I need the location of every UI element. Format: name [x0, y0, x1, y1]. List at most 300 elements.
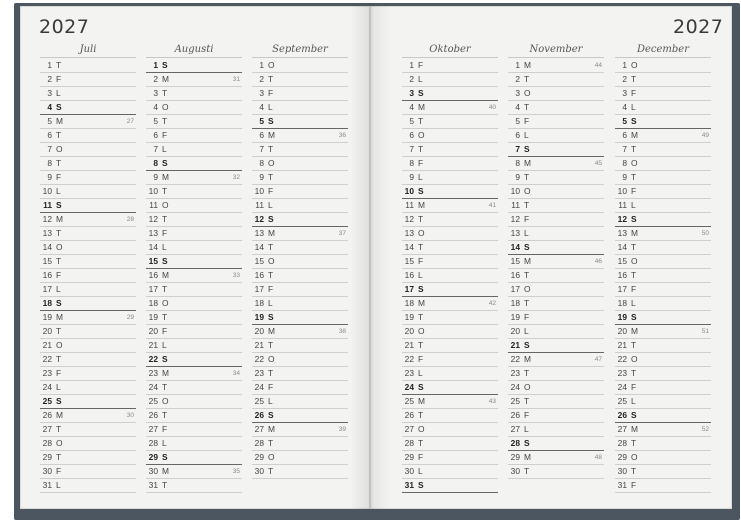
- day-row[interactable]: [508, 115, 604, 129]
- day-row[interactable]: [402, 255, 498, 269]
- day-row[interactable]: [508, 227, 604, 241]
- day-row[interactable]: [615, 213, 711, 227]
- day-row[interactable]: [252, 451, 348, 465]
- day-row[interactable]: [508, 353, 604, 367]
- day-number: 16: [148, 270, 158, 280]
- weekday-letter: O: [56, 340, 63, 350]
- week-number: 39: [338, 426, 346, 433]
- day-number: 1: [153, 60, 158, 70]
- day-row[interactable]: [508, 367, 604, 381]
- day-number: 12: [510, 214, 520, 224]
- day-row[interactable]: [615, 115, 711, 129]
- day-row[interactable]: [40, 269, 136, 283]
- day-number: 15: [42, 256, 52, 266]
- day-row[interactable]: [146, 395, 242, 409]
- day-number: 1: [515, 60, 520, 70]
- weekday-letter: O: [524, 284, 531, 294]
- day-row[interactable]: [508, 465, 604, 479]
- day-row[interactable]: [252, 87, 348, 101]
- day-row[interactable]: [40, 73, 136, 87]
- day-row[interactable]: [508, 283, 604, 297]
- day-row[interactable]: [40, 241, 136, 255]
- day-row[interactable]: [40, 353, 136, 367]
- day-row[interactable]: [40, 59, 136, 73]
- day-row[interactable]: [146, 451, 242, 465]
- day-number: 30: [510, 466, 520, 476]
- day-row[interactable]: [146, 227, 242, 241]
- day-row[interactable]: [508, 171, 604, 185]
- day-row[interactable]: [402, 185, 498, 199]
- day-row[interactable]: [615, 409, 711, 423]
- day-row[interactable]: [402, 395, 498, 409]
- day-row[interactable]: [252, 59, 348, 73]
- day-row[interactable]: [508, 325, 604, 339]
- day-number: 3: [515, 88, 520, 98]
- weekday-letter: T: [524, 466, 530, 476]
- month-name: Juli: [40, 44, 136, 58]
- day-row[interactable]: [40, 479, 136, 493]
- week-number: 51: [701, 328, 709, 335]
- weekday-letter: M: [56, 214, 63, 224]
- weekday-letter: S: [56, 396, 62, 406]
- day-number: 20: [42, 326, 52, 336]
- day-row[interactable]: [508, 381, 604, 395]
- day-row[interactable]: [146, 339, 242, 353]
- day-row[interactable]: [252, 115, 348, 129]
- day-row[interactable]: [252, 199, 348, 213]
- day-number: 11: [618, 200, 627, 210]
- day-number: 22: [404, 354, 414, 364]
- day-row[interactable]: [252, 311, 348, 325]
- day-number: 21: [42, 340, 52, 350]
- day-row[interactable]: [252, 129, 348, 143]
- day-row[interactable]: [508, 311, 604, 325]
- day-number: 26: [404, 410, 414, 420]
- day-row[interactable]: [508, 297, 604, 311]
- day-row[interactable]: [402, 311, 498, 325]
- day-row[interactable]: [252, 143, 348, 157]
- day-number: 29: [404, 452, 414, 462]
- weekday-letter: F: [418, 158, 424, 168]
- day-row[interactable]: [615, 73, 711, 87]
- weekday-letter: T: [418, 116, 424, 126]
- day-row[interactable]: [146, 325, 242, 339]
- day-row[interactable]: [402, 479, 498, 493]
- day-row[interactable]: [402, 325, 498, 339]
- day-row[interactable]: [146, 353, 242, 367]
- weekday-letter: T: [162, 312, 168, 322]
- day-row[interactable]: [615, 283, 711, 297]
- day-number: 20: [510, 326, 520, 336]
- day-row[interactable]: [615, 157, 711, 171]
- day-row[interactable]: [146, 409, 242, 423]
- day-row[interactable]: [252, 381, 348, 395]
- year-right: 2027: [673, 16, 724, 38]
- day-number: 17: [404, 284, 414, 294]
- weekday-letter: T: [418, 312, 424, 322]
- day-row[interactable]: [146, 465, 242, 479]
- day-row[interactable]: [252, 437, 348, 451]
- day-row[interactable]: [146, 437, 242, 451]
- day-number: 8: [47, 158, 52, 168]
- day-row[interactable]: [615, 143, 711, 157]
- day-row[interactable]: [615, 423, 711, 437]
- day-row[interactable]: [615, 199, 711, 213]
- weekday-letter: L: [524, 130, 529, 140]
- week-number: 47: [594, 356, 602, 363]
- day-row[interactable]: [402, 367, 498, 381]
- day-row[interactable]: [146, 367, 242, 381]
- day-row[interactable]: [40, 423, 136, 437]
- day-row[interactable]: [252, 269, 348, 283]
- day-number: 7: [259, 144, 264, 154]
- day-row[interactable]: [402, 227, 498, 241]
- day-row[interactable]: [40, 283, 136, 297]
- day-row[interactable]: [40, 199, 136, 213]
- day-row[interactable]: [402, 59, 498, 73]
- day-number: 26: [510, 410, 520, 420]
- weekday-letter: S: [631, 312, 637, 322]
- weekday-letter: S: [268, 312, 274, 322]
- day-row[interactable]: [615, 437, 711, 451]
- day-row[interactable]: [615, 353, 711, 367]
- day-row[interactable]: [40, 451, 136, 465]
- day-row[interactable]: [252, 283, 348, 297]
- day-row[interactable]: [146, 87, 242, 101]
- day-row[interactable]: [508, 255, 604, 269]
- day-row[interactable]: [40, 465, 136, 479]
- day-row[interactable]: [402, 339, 498, 353]
- day-row[interactable]: [252, 185, 348, 199]
- day-number: 14: [617, 242, 627, 252]
- day-row[interactable]: [508, 73, 604, 87]
- day-row[interactable]: [146, 269, 242, 283]
- day-row[interactable]: [252, 423, 348, 437]
- day-row[interactable]: [146, 199, 242, 213]
- day-row[interactable]: [402, 143, 498, 157]
- day-row[interactable]: [402, 213, 498, 227]
- day-number: 6: [515, 130, 520, 140]
- day-row[interactable]: [402, 199, 498, 213]
- day-number: 14: [42, 242, 52, 252]
- day-number: 18: [148, 298, 158, 308]
- weekday-letter: T: [56, 256, 62, 266]
- day-row[interactable]: [146, 479, 242, 493]
- day-number: 4: [47, 102, 52, 112]
- week-number: 38: [338, 328, 346, 335]
- day-row[interactable]: [508, 339, 604, 353]
- day-row[interactable]: [252, 367, 348, 381]
- week-number: 40: [488, 104, 496, 111]
- day-row[interactable]: [615, 101, 711, 115]
- day-number: 8: [515, 158, 520, 168]
- day-row[interactable]: [252, 297, 348, 311]
- day-row[interactable]: [402, 451, 498, 465]
- day-row[interactable]: [252, 395, 348, 409]
- day-number: 6: [259, 130, 264, 140]
- day-row[interactable]: [615, 185, 711, 199]
- day-row[interactable]: [615, 241, 711, 255]
- day-row[interactable]: [402, 465, 498, 479]
- weekday-letter: M: [418, 200, 425, 210]
- day-number: 20: [254, 326, 264, 336]
- day-row[interactable]: [402, 437, 498, 451]
- day-row[interactable]: [508, 185, 604, 199]
- day-row[interactable]: [146, 73, 242, 87]
- day-row[interactable]: [146, 241, 242, 255]
- day-row[interactable]: [508, 269, 604, 283]
- weekday-letter: O: [56, 242, 63, 252]
- day-row[interactable]: [146, 283, 242, 297]
- month-name: September: [252, 44, 348, 58]
- weekday-letter: L: [524, 228, 529, 238]
- day-row[interactable]: [508, 423, 604, 437]
- day-row[interactable]: [252, 241, 348, 255]
- day-row[interactable]: [402, 87, 498, 101]
- day-row[interactable]: [146, 115, 242, 129]
- weekday-letter: T: [418, 410, 424, 420]
- day-number: 19: [617, 312, 627, 322]
- day-row[interactable]: [146, 129, 242, 143]
- day-row[interactable]: [252, 353, 348, 367]
- day-number: 31: [404, 480, 414, 490]
- day-row[interactable]: [40, 339, 136, 353]
- weekday-letter: L: [162, 242, 167, 252]
- day-number: 16: [254, 270, 264, 280]
- day-row[interactable]: [508, 129, 604, 143]
- day-number: 25: [510, 396, 520, 406]
- day-row[interactable]: [402, 157, 498, 171]
- weekday-letter: M: [162, 270, 169, 280]
- weekday-letter: O: [631, 256, 638, 266]
- day-number: 5: [259, 116, 264, 126]
- day-row[interactable]: [402, 283, 498, 297]
- day-number: 23: [254, 368, 264, 378]
- day-number: 30: [148, 466, 158, 476]
- day-number: 6: [153, 130, 158, 140]
- day-row[interactable]: [146, 311, 242, 325]
- day-row[interactable]: [146, 171, 242, 185]
- day-row[interactable]: [402, 353, 498, 367]
- day-number: 27: [404, 424, 414, 434]
- day-row[interactable]: [40, 367, 136, 381]
- day-row[interactable]: [146, 213, 242, 227]
- weekday-letter: S: [418, 88, 424, 98]
- day-row[interactable]: [615, 465, 711, 479]
- week-number: 46: [594, 258, 602, 265]
- day-row[interactable]: [402, 269, 498, 283]
- day-row[interactable]: [508, 87, 604, 101]
- day-row[interactable]: [508, 395, 604, 409]
- weekday-letter: F: [418, 256, 424, 266]
- day-row[interactable]: [615, 227, 711, 241]
- day-row[interactable]: [252, 409, 348, 423]
- day-row[interactable]: [615, 129, 711, 143]
- day-row[interactable]: [146, 157, 242, 171]
- day-row[interactable]: [146, 381, 242, 395]
- day-row[interactable]: [508, 241, 604, 255]
- day-number: 17: [617, 284, 627, 294]
- day-row[interactable]: [252, 73, 348, 87]
- week-number: 45: [594, 160, 602, 167]
- day-row[interactable]: [402, 381, 498, 395]
- day-row[interactable]: [40, 171, 136, 185]
- day-row[interactable]: [508, 409, 604, 423]
- day-number: 30: [617, 466, 627, 476]
- day-row[interactable]: [40, 129, 136, 143]
- day-row[interactable]: [146, 59, 242, 73]
- day-row[interactable]: [252, 325, 348, 339]
- day-row[interactable]: [615, 451, 711, 465]
- day-row[interactable]: [615, 59, 711, 73]
- day-row[interactable]: [252, 227, 348, 241]
- weekday-letter: L: [268, 396, 273, 406]
- day-number: 28: [617, 438, 627, 448]
- day-row[interactable]: [252, 255, 348, 269]
- day-row[interactable]: [252, 339, 348, 353]
- day-row[interactable]: [402, 241, 498, 255]
- day-number: 14: [148, 242, 158, 252]
- day-row[interactable]: [615, 171, 711, 185]
- day-row[interactable]: [40, 297, 136, 311]
- weekday-letter: O: [268, 354, 275, 364]
- weekday-letter: M: [631, 326, 638, 336]
- day-row[interactable]: [615, 367, 711, 381]
- day-row[interactable]: [615, 339, 711, 353]
- weekday-letter: T: [268, 144, 274, 154]
- day-row[interactable]: [508, 143, 604, 157]
- weekday-letter: M: [631, 130, 638, 140]
- day-number: 10: [148, 186, 158, 196]
- day-row[interactable]: [615, 297, 711, 311]
- weekday-letter: T: [631, 466, 637, 476]
- weekday-letter: T: [524, 368, 530, 378]
- weekday-letter: S: [268, 410, 274, 420]
- day-row[interactable]: [615, 255, 711, 269]
- day-row[interactable]: [40, 227, 136, 241]
- weekday-letter: M: [162, 172, 169, 182]
- day-row[interactable]: [615, 311, 711, 325]
- day-row[interactable]: [40, 395, 136, 409]
- day-number: 10: [404, 186, 414, 196]
- weekday-letter: T: [418, 242, 424, 252]
- day-number: 2: [622, 74, 627, 84]
- day-row[interactable]: [402, 115, 498, 129]
- day-number: 4: [622, 102, 627, 112]
- day-row[interactable]: [252, 213, 348, 227]
- day-row[interactable]: [40, 157, 136, 171]
- day-row[interactable]: [40, 255, 136, 269]
- weekday-letter: F: [56, 466, 62, 476]
- day-row[interactable]: [508, 157, 604, 171]
- weekday-letter: O: [418, 130, 425, 140]
- day-row[interactable]: [40, 115, 136, 129]
- day-row[interactable]: [615, 381, 711, 395]
- day-number: 6: [47, 130, 52, 140]
- day-row[interactable]: [615, 395, 711, 409]
- day-row[interactable]: [146, 101, 242, 115]
- weekday-letter: T: [524, 172, 530, 182]
- weekday-letter: S: [631, 410, 637, 420]
- day-row[interactable]: [402, 297, 498, 311]
- day-number: 24: [404, 382, 414, 392]
- day-row[interactable]: [615, 87, 711, 101]
- day-row[interactable]: [146, 143, 242, 157]
- weekday-letter: T: [162, 214, 168, 224]
- day-row[interactable]: [252, 157, 348, 171]
- day-row[interactable]: [402, 129, 498, 143]
- day-row[interactable]: [508, 213, 604, 227]
- day-number: 30: [254, 466, 264, 476]
- weekday-letter: T: [524, 396, 530, 406]
- day-number: 10: [510, 186, 520, 196]
- weekday-letter: F: [418, 354, 424, 364]
- day-row[interactable]: [508, 101, 604, 115]
- day-row[interactable]: [402, 73, 498, 87]
- day-row[interactable]: [508, 451, 604, 465]
- month-column: [402, 44, 498, 493]
- day-row[interactable]: [615, 269, 711, 283]
- day-row[interactable]: [508, 437, 604, 451]
- day-row[interactable]: [40, 101, 136, 115]
- weekday-letter: F: [56, 74, 62, 84]
- day-number: 2: [409, 74, 414, 84]
- day-number: 14: [254, 242, 264, 252]
- day-row[interactable]: [402, 171, 498, 185]
- day-row[interactable]: [40, 437, 136, 451]
- day-row[interactable]: [40, 409, 136, 423]
- day-row[interactable]: [40, 143, 136, 157]
- day-row[interactable]: [40, 325, 136, 339]
- weekday-letter: L: [524, 424, 529, 434]
- day-number: 31: [617, 480, 627, 490]
- week-number: 28: [126, 216, 134, 223]
- day-row[interactable]: [252, 101, 348, 115]
- weekday-letter: F: [162, 326, 168, 336]
- day-row[interactable]: [40, 185, 136, 199]
- day-number: 25: [148, 396, 158, 406]
- day-row[interactable]: [508, 199, 604, 213]
- day-row[interactable]: [146, 423, 242, 437]
- day-row[interactable]: [40, 213, 136, 227]
- week-number: 42: [488, 300, 496, 307]
- day-number: 18: [510, 298, 520, 308]
- weekday-letter: L: [418, 368, 423, 378]
- weekday-letter: L: [268, 102, 273, 112]
- day-row[interactable]: [146, 255, 242, 269]
- day-row[interactable]: [146, 185, 242, 199]
- weekday-letter: M: [268, 424, 275, 434]
- day-number: 29: [254, 452, 264, 462]
- day-row[interactable]: [252, 171, 348, 185]
- day-row[interactable]: [402, 409, 498, 423]
- day-row[interactable]: [615, 479, 711, 493]
- day-row[interactable]: [40, 87, 136, 101]
- day-row[interactable]: [40, 381, 136, 395]
- day-row[interactable]: [402, 101, 498, 115]
- day-row[interactable]: [40, 311, 136, 325]
- day-number: 12: [148, 214, 158, 224]
- weekday-letter: T: [56, 452, 62, 462]
- day-row[interactable]: [508, 59, 604, 73]
- day-number: 1: [622, 60, 627, 70]
- day-row[interactable]: [146, 297, 242, 311]
- day-number: 11: [511, 200, 520, 210]
- day-row[interactable]: [615, 325, 711, 339]
- day-row[interactable]: [252, 465, 348, 479]
- weekday-letter: M: [268, 228, 275, 238]
- day-row[interactable]: [402, 423, 498, 437]
